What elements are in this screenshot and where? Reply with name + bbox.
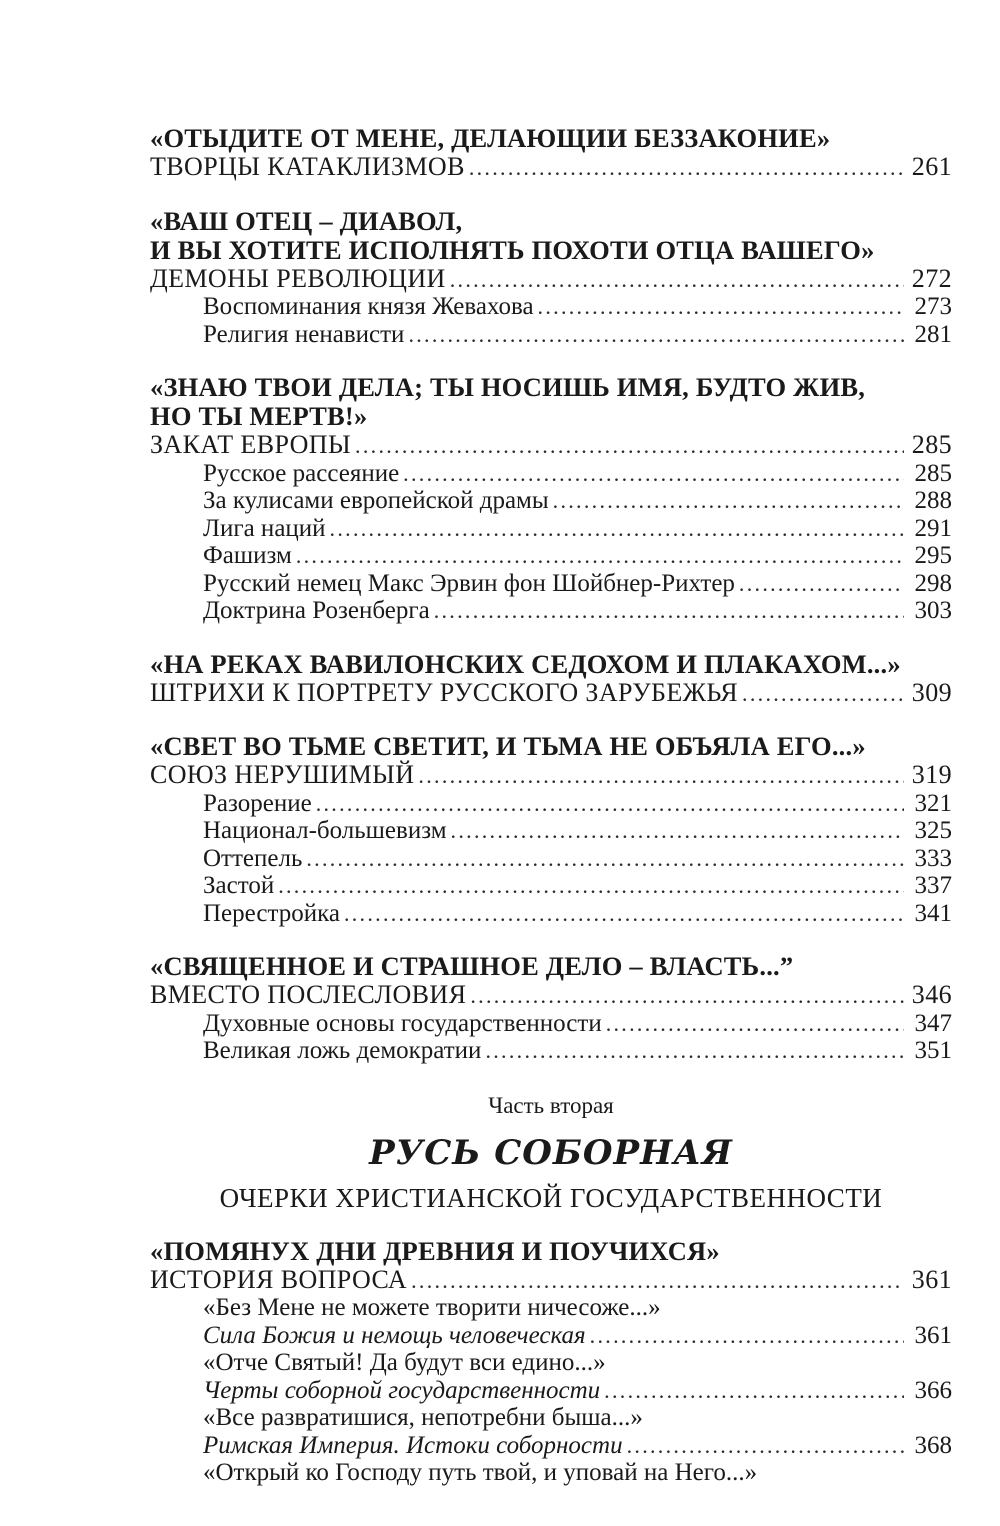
chapter-title: ШТРИХИ К ПОРТРЕТУ РУССКОГО ЗАРУБЕЖЬЯ — [150, 677, 739, 707]
subsection-entry[interactable] — [150, 817, 952, 845]
subsection-entry[interactable] — [150, 487, 952, 515]
dot-leader — [742, 680, 904, 708]
chapter-entry[interactable] — [150, 153, 952, 182]
page-number: 273 — [914, 293, 952, 320]
subsection-title: Национал-большевизм — [203, 817, 447, 844]
page-number: 321 — [914, 789, 952, 817]
page-number: 346 — [911, 980, 952, 1009]
section-epigraph: И ВЫ ХОТИТЕ ИСПОЛНЯТЬ ПОХОТИ ОТЦА ВАШЕГО» — [150, 234, 875, 265]
dot-leader — [606, 1010, 904, 1038]
page-number: 309 — [911, 677, 952, 707]
subsection-title: Лига наций — [203, 514, 326, 542]
section-epigraph: «СВЯЩЕННОЕ И СТРАШНОЕ ДЕЛО – ВЛАСТЬ...” — [150, 951, 794, 981]
page-number: 351 — [914, 1037, 952, 1064]
page-number: 333 — [914, 844, 952, 872]
dot-leader — [451, 817, 904, 845]
epigraph-quote: «Открый ко Господу путь твой, и уповай на Него...» — [203, 1459, 758, 1486]
dot-leader — [485, 1037, 904, 1065]
page-number: 347 — [914, 1009, 952, 1037]
page-number: 295 — [914, 542, 952, 569]
page-number: 368 — [914, 1431, 952, 1459]
subsection-title: Духовные основы государственности — [203, 1009, 602, 1037]
dot-leader — [590, 1322, 904, 1350]
page-number: 281 — [914, 320, 952, 348]
subsection-entry[interactable] — [150, 1432, 952, 1460]
subsection-title: Застой — [203, 872, 275, 899]
toc-section — [150, 1237, 952, 1487]
dot-leader — [469, 154, 904, 182]
section-epigraph: «ЗНАЮ ТВОИ ДЕЛА; ТЫ НОСИШЬ ИМЯ, БУДТО ЖИВ, — [150, 372, 866, 402]
dot-leader — [450, 266, 904, 294]
subsection-entry[interactable] — [150, 872, 952, 900]
toc-section — [150, 373, 952, 625]
chapter-entry[interactable] — [150, 761, 952, 790]
chapter-entry[interactable] — [150, 265, 952, 294]
dot-leader — [316, 790, 904, 818]
page-number: 285 — [911, 430, 952, 459]
subsection-entry[interactable] — [150, 515, 952, 543]
subsection-entry[interactable] — [150, 845, 952, 873]
page-number: 261 — [911, 152, 952, 181]
part-label: Часть вторая — [488, 1092, 614, 1118]
page-number: 285 — [914, 459, 952, 487]
dot-leader — [538, 293, 904, 321]
toc-section — [150, 124, 952, 182]
subsection-title: Перестройка — [203, 899, 340, 927]
page-number: 291 — [914, 514, 952, 542]
subsection-entry[interactable] — [150, 900, 952, 928]
subsection-title: Фашизм — [203, 542, 292, 569]
page-number: 325 — [914, 817, 952, 844]
subsection-entry[interactable] — [150, 293, 952, 321]
dot-leader — [604, 1377, 904, 1405]
page-number: 272 — [911, 263, 952, 293]
epigraph-quote: «Без Мене не можете творити ничесоже...» — [203, 1294, 661, 1321]
part-title: РУСЬ СОБОРНАЯ — [369, 1132, 733, 1173]
chapter-entry[interactable] — [150, 981, 952, 1010]
chapter-entry[interactable] — [150, 431, 952, 460]
chapter-title: ТВОРЦЫ КАТАКЛИЗМОВ — [150, 152, 465, 181]
page-number: 298 — [914, 569, 952, 597]
subsection-title: Сила Божия и немощь человеческая — [203, 1321, 586, 1349]
dot-leader — [470, 982, 904, 1010]
dot-leader — [627, 1432, 904, 1460]
dot-leader — [553, 487, 904, 515]
page-number: 361 — [914, 1321, 952, 1349]
subsection-entry[interactable] — [150, 570, 952, 598]
table-of-contents — [150, 124, 952, 1487]
dot-leader — [411, 1267, 904, 1295]
dot-leader — [278, 872, 904, 900]
dot-leader — [344, 900, 904, 928]
chapter-title: ВМЕСТО ПОСЛЕСЛОВИЯ — [150, 980, 467, 1009]
dot-leader — [296, 542, 904, 570]
dot-leader — [418, 762, 904, 790]
section-epigraph: «ВАШ ОТЕЦ – ДИАВОЛ, — [150, 205, 463, 236]
dot-leader — [403, 460, 904, 488]
subsection-title: Разорение — [203, 789, 312, 817]
chapter-title: ДЕМОНЫ РЕВОЛЮЦИИ — [150, 263, 446, 293]
section-epigraph: НО ТЫ МЕРТВ!» — [150, 401, 368, 431]
dot-leader — [306, 845, 904, 873]
page-number: 288 — [914, 487, 952, 514]
page-number: 319 — [911, 760, 952, 789]
subsection-title: Доктрина Розенберга — [203, 597, 430, 624]
subsection-title: За кулисами европейской драмы — [203, 487, 549, 514]
part-subtitle: ОЧЕРКИ ХРИСТИАНСКОЙ ГОСУДАРСТВЕННОСТИ — [219, 1182, 883, 1213]
subsection-entry[interactable] — [150, 1377, 952, 1405]
subsection-entry[interactable] — [150, 1010, 952, 1038]
epigraph-quote: «Все развратишися, непотребни быша...» — [203, 1404, 643, 1431]
epigraph-quote: «Отче Святый! Да будут вси едино...» — [203, 1349, 606, 1376]
subsection-title: Великая ложь демократии — [203, 1037, 482, 1064]
page-number: 303 — [914, 597, 952, 624]
subsection-entry[interactable] — [150, 597, 952, 625]
chapter-entry[interactable] — [150, 1266, 952, 1295]
dot-leader — [408, 321, 904, 349]
page-number: 366 — [914, 1376, 952, 1404]
subsection-title: Религия ненависти — [203, 320, 405, 348]
toc-section — [150, 650, 952, 708]
chapter-title: ЗАКАТ ЕВРОПЫ — [150, 430, 352, 459]
subsection-title: Русское рассеяние — [203, 459, 400, 487]
page-number: 361 — [911, 1264, 952, 1294]
subsection-title: Воспоминания князя Жевахова — [203, 293, 534, 320]
toc-section — [150, 732, 952, 927]
chapter-entry[interactable] — [150, 679, 952, 708]
toc-section — [150, 952, 952, 1065]
subsection-title: Римская Империя. Истоки соборности — [203, 1431, 623, 1459]
chapter-title: СОЮЗ НЕРУШИМЫЙ — [150, 760, 415, 789]
subsection-entry[interactable] — [150, 321, 952, 349]
subsection-entry[interactable] — [150, 790, 952, 818]
section-epigraph: «НА РЕКАХ ВАВИЛОНСКИХ СЕДОХОМ И ПЛАКАХОМ...» — [150, 648, 901, 679]
subsection-title: Русский немец Макс Эрвин фон Шойбнер-Рихтер — [203, 569, 735, 597]
subsection-entry[interactable] — [150, 1322, 952, 1350]
section-epigraph: «ОТЫДИТЕ ОТ МЕНЕ, ДЕЛАЮЩИИ БЕЗЗАКОНИЕ» — [150, 123, 831, 153]
subsection-entry[interactable] — [150, 1037, 952, 1065]
subsection-entry[interactable] — [150, 460, 952, 488]
page-number: 337 — [914, 872, 952, 899]
section-epigraph: «СВЕТ ВО ТЬМЕ СВЕТИТ, И ТЬМА НЕ ОБЪЯЛА ЕГО...» — [150, 731, 866, 761]
toc-section — [150, 207, 952, 349]
dot-leader — [434, 597, 904, 625]
dot-leader — [330, 515, 904, 543]
chapter-title: ИСТОРИЯ ВОПРОСА — [150, 1264, 408, 1294]
page-number: 341 — [914, 899, 952, 927]
dot-leader — [739, 570, 904, 598]
subsection-title: Черты соборной государственности — [203, 1376, 601, 1404]
dot-leader — [355, 432, 904, 460]
section-epigraph: «ПОМЯНУХ ДНИ ДРЕВНИЯ И ПОУЧИХСЯ» — [150, 1235, 720, 1266]
subsection-entry[interactable] — [150, 542, 952, 570]
subsection-title: Оттепель — [203, 844, 303, 872]
